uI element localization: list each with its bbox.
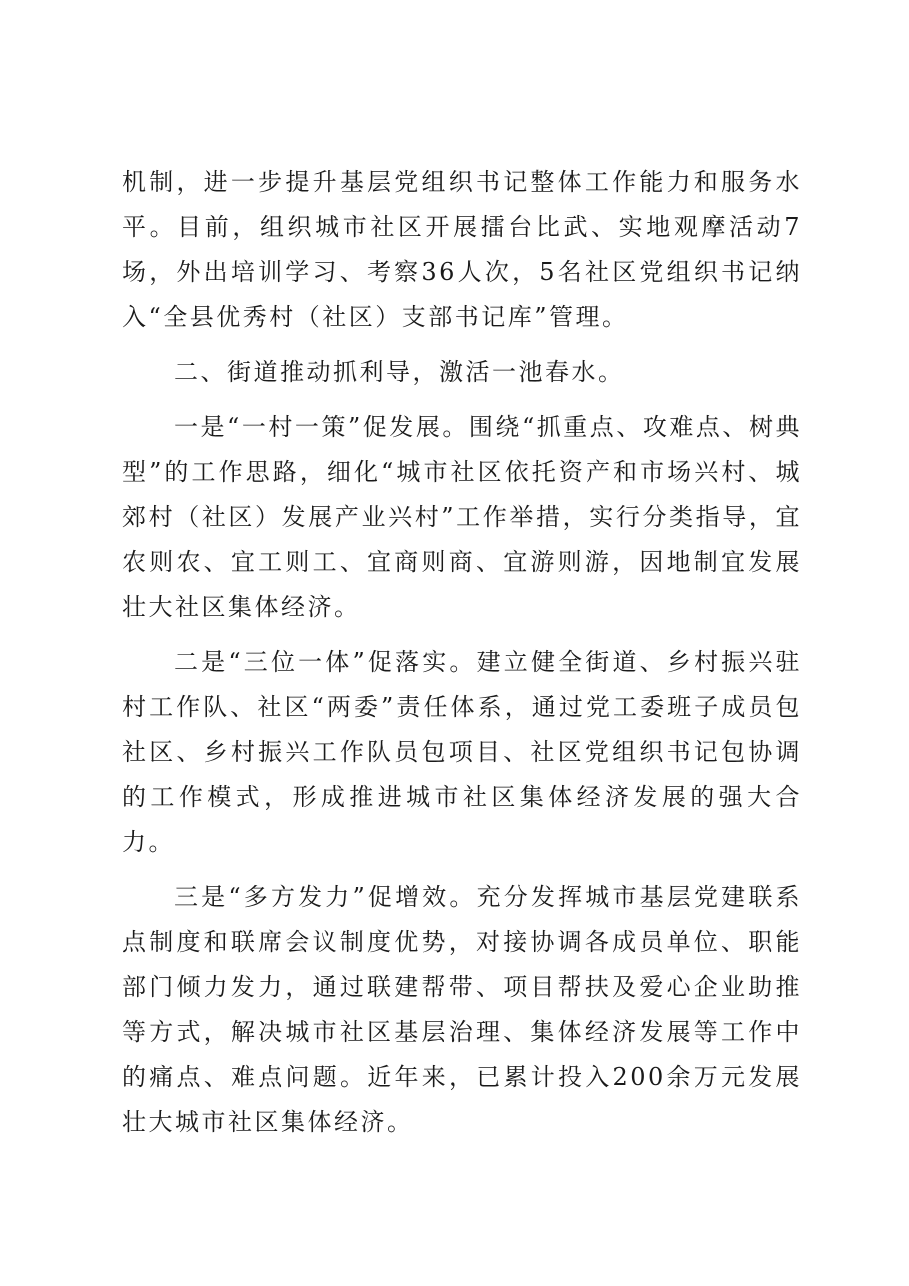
paragraph-continuation: 机制，进一步提升基层党组织书记整体工作能力和服务水平。目前，组织城市社区开展擂台比武、实地观摩活动7场，外出培训学习、考察36人次，5名社区党组织书记纳入“全县优秀村（社区）支部书记库”管理。	[122, 168, 802, 331]
paragraph-item-2: 二是“三位一体”促落实。建立健全街道、乡村振兴驻村工作队、社区“两委”责任体系，通过党工委班子成员包社区、乡村振兴工作队员包项目、社区党组织书记包协调的工作模式，形成推进城市社区集体经济发展的强大合力。	[122, 648, 802, 856]
section-heading: 二、街道推动抓利导，激活一池春水。	[174, 358, 625, 386]
paragraph-item-1: 一是“一村一策”促发展。围绕“抓重点、攻难点、树典型”的工作思路，细化“城市社区依托资产和市场兴村、城郊村（社区）发展产业兴村”工作举措，实行分类指导，宜农则农、宜工则工、宜商则商、宜游则游，因地制宜发展壮大社区集体经济。	[122, 413, 802, 621]
document-body	[122, 160, 802, 1155]
paragraph-item-3: 三是“多方发力”促增效。充分发挥城市基层党建联系点制度和联席会议制度优势，对接协调各成员单位、职能部门倾力发力，通过联建帮带、项目帮扶及爱心企业助推等方式，解决城市社区基层治理、集体经济发展等工作中的痛点、难点问题。近年来，已累计投入200余万元发展壮大城市社区集体经济。	[122, 883, 802, 1136]
